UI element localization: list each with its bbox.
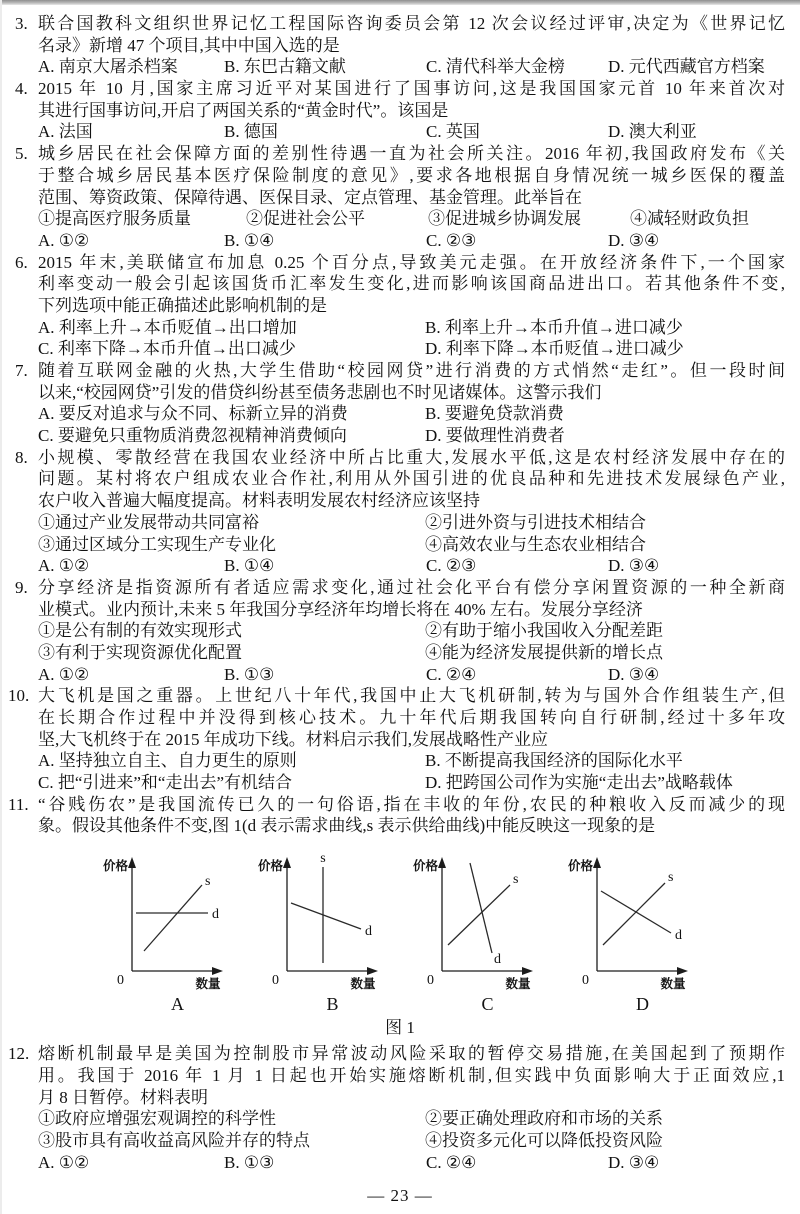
stem-line [0, 794, 800, 816]
question-5 [0, 143, 800, 251]
stem-line [0, 78, 800, 100]
demand-curve [470, 863, 492, 953]
option-a: A. ①② [38, 664, 90, 684]
option-d: D. ③④ [608, 1152, 660, 1172]
options-row [0, 56, 800, 78]
stem-line [0, 1065, 800, 1087]
options-row [0, 750, 800, 772]
figure-1 [0, 851, 800, 1039]
statement-3: ③促进城乡协调发展 [428, 209, 581, 229]
demand-label: d [365, 924, 372, 940]
stem-line [0, 100, 800, 122]
x-axis-arrow-icon [522, 967, 533, 975]
statement-2: ②有助于缩小我国收入分配差距 [425, 621, 663, 641]
statements-row [0, 1130, 800, 1152]
origin-label: 0 [117, 973, 124, 989]
statements-row [0, 642, 800, 664]
stem-text: 范围、筹资政策、保障待遇、医保目录、定点管理、基金管理。此举旨在 [38, 187, 582, 207]
stem-line [0, 13, 800, 35]
options-row [0, 230, 800, 252]
supply-label: s [513, 872, 519, 888]
x-axis-arrow-icon [212, 967, 223, 975]
options-row [0, 425, 800, 447]
option-d: D. 元代西藏官方档案 [608, 57, 765, 77]
supply-label: s [320, 851, 326, 867]
stem-text: 月 8 日暂停。材料表明 [38, 1087, 208, 1107]
panel-letter-d: D [636, 994, 649, 1015]
statement-4: ④高效农业与生态农业相结合 [425, 534, 646, 554]
figure-panel-d [565, 851, 720, 993]
option-c: C. 要避免只重物质消费忽视精神消费倾向 [38, 426, 347, 446]
statement-3: ③股市具有高收益高风险并存的特点 [38, 1130, 310, 1150]
origin-label: 0 [272, 973, 279, 989]
stem-text: 熔断机制最早是美国为控制股市异常波动风险采取的暂停交易措施,在美国起到了预期作 [38, 1044, 785, 1064]
option-c: C. 把“引进来”和“走出去”有机结合 [38, 773, 293, 793]
supply-curve [144, 885, 202, 951]
quantity-axis-label: 数量 [195, 977, 221, 992]
stem-text: 坚,大飞机终于在 2015 年成功下线。材料启示我们,发展战略性产业应 [38, 729, 548, 749]
figure-caption: 图 1 [385, 1018, 415, 1038]
option-a: A. ①② [38, 230, 90, 250]
option-d: D. ③④ [608, 664, 660, 684]
option-d: D. 利率下降→本币贬值→进口减少 [425, 339, 684, 359]
stem-line [0, 599, 800, 621]
statement-2: ②要正确处理政府和市场的关系 [425, 1109, 663, 1129]
demand-label: d [212, 907, 219, 923]
demand-label: d [675, 928, 682, 944]
option-c: C. ②④ [426, 664, 477, 684]
option-b: B. 不断提高我国经济的国际化水平 [425, 751, 683, 771]
stem-line [0, 815, 800, 837]
statement-1: ①政府应增强宏观调控的科学性 [38, 1109, 276, 1129]
supply-curve [448, 885, 510, 945]
quantity-axis-label: 数量 [505, 977, 531, 992]
stem-text: 随着互联网金融的火热,大学生借助“校园网贷”进行消费的方式悄然“走红”。但一段时间 [38, 361, 785, 380]
statement-1: ①是公有制的有效实现形式 [38, 621, 242, 641]
figure-panels [100, 851, 800, 993]
question-number: 4. [15, 79, 28, 99]
stem-line [0, 382, 800, 404]
question-number: 6. [15, 252, 28, 272]
price-axis-label: 价格 [257, 859, 283, 874]
stem-line [0, 685, 800, 707]
statement-3: ③有利于实现资源优化配置 [38, 642, 242, 662]
origin-label: 0 [582, 973, 589, 989]
stem-line [0, 1043, 800, 1065]
demand-curve [601, 891, 671, 933]
option-b: B. ①④ [224, 230, 275, 250]
stem-text: 农户收入普遍大幅度提高。材料表明发展农村经济应该坚持 [38, 491, 480, 511]
stem-text: 名录》新增 47 个项目,其中中国入选的是 [38, 35, 340, 55]
stem-text: “谷贱伤农”是我国流传已久的一句俗语,指在丰收的年份,农民的种粮收入反而减少的现 [38, 794, 785, 814]
question-8 [0, 447, 800, 577]
stem-line [0, 360, 800, 382]
stem-line [0, 468, 800, 490]
question-9 [0, 577, 800, 685]
stem-text: 大飞机是国之重器。上世纪八十年代,我国中止大飞机研制,转为与国外合作组装生产,但 [38, 686, 785, 706]
statements-row [0, 534, 800, 556]
question-number: 11. [8, 794, 29, 814]
x-axis-arrow-icon [677, 967, 688, 975]
option-a: A. 利率上升→本币贬值→出口增加 [38, 317, 297, 337]
option-a: A. 坚持独立自主、自力更生的原则 [38, 751, 297, 771]
statements-row [0, 208, 800, 230]
stem-line [0, 1087, 800, 1109]
demand-curve [291, 903, 361, 929]
stem-text: 城乡居民在社会保障方面的差别性待遇一直为社会所关注。2016 年初,我国政府发布《关 [38, 144, 785, 164]
options-row [0, 555, 800, 577]
question-number: 8. [15, 447, 28, 467]
option-d: D. 要做理性消费者 [425, 426, 565, 446]
option-a: A. 要反对追求与众不同、标新立异的消费 [38, 404, 348, 424]
stem-line [0, 165, 800, 187]
stem-line [0, 490, 800, 512]
options-row [0, 121, 800, 143]
option-a: A. 法国 [38, 122, 93, 142]
options-row [0, 338, 800, 360]
options-row [0, 772, 800, 794]
question-number: 12. [8, 1044, 30, 1064]
stem-text: 在长期合作过程中并没得到核心技术。九十年代后期我国转向自行研制,经过十多年攻 [38, 708, 785, 727]
statement-1: ①通过产业发展带动共同富裕 [38, 512, 259, 532]
statements-row [0, 1108, 800, 1130]
x-axis-arrow-icon [367, 967, 378, 975]
option-c: C. ②③ [426, 556, 477, 576]
stem-text: 用。我国于 2016 年 1 月 1 日起也开始实施熔断机制,但实践中负面影响大于正面效应,1 [38, 1065, 785, 1085]
stem-text: 下列选项中能正确描述此影响机制的是 [38, 295, 327, 315]
stem-line [0, 252, 800, 274]
question-10 [0, 685, 800, 793]
stem-line [0, 273, 800, 295]
statement-2: ②促进社会公平 [246, 209, 365, 229]
options-row [0, 1152, 800, 1174]
stem-text: 象。假设其他条件不变,图 1(d 表示需求曲线,s 表示供给曲线)中能反映这一现象的是 [38, 816, 656, 836]
stem-line [0, 577, 800, 599]
origin-label: 0 [427, 973, 434, 989]
option-b: B. 德国 [224, 122, 278, 142]
stem-text: 其进行国事访问,开启了两国关系的“黄金时代”。该国是 [38, 100, 449, 120]
option-c: C. ②③ [426, 230, 477, 250]
option-c: C. ②④ [426, 1152, 477, 1172]
stem-text: 利率变动一般会引起该国货币汇率发生变化,进而影响该国商品进出口。若其他条件不变, [38, 274, 785, 294]
figure-panel-a [100, 851, 255, 993]
stem-line [0, 187, 800, 209]
question-number: 10. [8, 686, 30, 706]
options-row [0, 403, 800, 425]
scan-edge [0, 0, 800, 5]
y-axis-arrow-icon [128, 857, 136, 868]
options-row [0, 317, 800, 339]
supply-curve [603, 883, 665, 945]
stem-line [0, 35, 800, 57]
statement-4: ④投资多元化可以降低投资风险 [425, 1130, 663, 1150]
statements-row [0, 620, 800, 642]
option-b: B. ①④ [224, 556, 275, 576]
page-number: — 23 — [367, 1186, 433, 1206]
quantity-axis-label: 数量 [660, 977, 686, 992]
quantity-axis-label: 数量 [350, 977, 376, 992]
option-b: B. 要避免贷款消费 [425, 404, 564, 424]
option-a: A. 南京大屠杀档案 [38, 57, 178, 77]
stem-text: 以来,“校园网贷”引发的借贷纠纷甚至债务悲剧也不时见诸媒体。这警示我们 [38, 382, 602, 402]
stem-line [0, 143, 800, 165]
question-number: 5. [15, 144, 28, 164]
price-axis-label: 价格 [412, 859, 438, 874]
option-a: A. ①② [38, 1152, 90, 1172]
stem-text: 2015 年末,美联储宣布加息 0.25 个百分点,导致美元走强。在开放经济条件下,一个国家 [38, 252, 785, 272]
statements-row [0, 512, 800, 534]
option-d: D. 把跨国公司作为实施“走出去”战略载体 [425, 773, 733, 793]
stem-line [0, 729, 800, 751]
question-12 [0, 1043, 800, 1173]
panel-letter-c: C [481, 994, 494, 1015]
y-axis-arrow-icon [283, 857, 291, 868]
stem-text: 2015 年 10 月,国家主席习近平对某国进行了国事访问,这是我国国家元首 10 年来首次对 [38, 79, 785, 99]
option-b: B. ①③ [224, 1152, 275, 1172]
stem-text: 小规模、零散经营在我国农业经济中所占比重大,发展水平低,这是农村经济发展中存在的 [38, 447, 785, 467]
demand-label: d [494, 952, 501, 968]
stem-line [0, 707, 800, 729]
question-4 [0, 78, 800, 143]
option-c: C. 利率下降→本币升值→出口减少 [38, 339, 296, 359]
price-axis-label: 价格 [102, 859, 128, 874]
supply-label: s [205, 874, 211, 890]
stem-text: 问题。某村将农户组成农业合作社,利用从外国引进的优良品种和先进技术发展绿色产业, [38, 469, 785, 489]
option-c: C. 英国 [426, 122, 480, 142]
supply-label: s [668, 870, 674, 886]
option-d: D. 澳大利亚 [608, 122, 697, 142]
question-11 [0, 794, 800, 837]
statement-4: ④减轻财政负担 [630, 209, 749, 229]
y-axis-arrow-icon [438, 857, 446, 868]
y-axis-arrow-icon [593, 857, 601, 868]
figure-panel-c [410, 851, 565, 993]
panel-letter-b: B [326, 994, 339, 1015]
option-d: D. ③④ [608, 556, 660, 576]
price-axis-label: 价格 [567, 859, 593, 874]
option-b: B. ①③ [224, 664, 275, 684]
stem-text: 分享经济是指资源所有者适应需求变化,通过社会化平台有偿分享闲置资源的一种全新商 [38, 577, 785, 597]
panel-letter-row [100, 993, 800, 1015]
statement-2: ②引进外资与引进技术相结合 [425, 512, 646, 532]
question-6 [0, 252, 800, 360]
option-b: B. 东巴古籍文献 [224, 57, 346, 77]
statement-4: ④能为经济发展提供新的增长点 [425, 642, 663, 662]
option-d: D. ③④ [608, 230, 660, 250]
statement-3: ③通过区域分工实现生产专业化 [38, 534, 276, 554]
panel-letter-a: A [171, 994, 184, 1015]
figure-panel-b [255, 851, 410, 993]
stem-text: 联合国教科文组织世界记忆工程国际咨询委员会第 12 次会议经过评审,决定为《世界记忆 [38, 14, 785, 33]
stem-line [0, 447, 800, 469]
stem-text: 业模式。业内预计,未来 5 年我国分享经济年均增长将在 40% 左右。发展分享经济 [38, 599, 643, 619]
option-c: C. 清代科举大金榜 [426, 57, 565, 77]
question-number: 7. [15, 361, 28, 380]
question-7 [0, 360, 800, 447]
options-row [0, 664, 800, 686]
stem-text: 于整合城乡居民基本医疗保险制度的意见》,要求各地根据自身情况统一城乡医保的覆盖 [38, 165, 785, 185]
statement-1: ①提高医疗服务质量 [38, 209, 191, 229]
question-number: 3. [15, 14, 28, 33]
stem-line [0, 295, 800, 317]
option-b: B. 利率上升→本币升值→进口减少 [425, 317, 683, 337]
option-a: A. ①② [38, 556, 90, 576]
question-number: 9. [15, 577, 28, 597]
question-3 [0, 13, 800, 78]
